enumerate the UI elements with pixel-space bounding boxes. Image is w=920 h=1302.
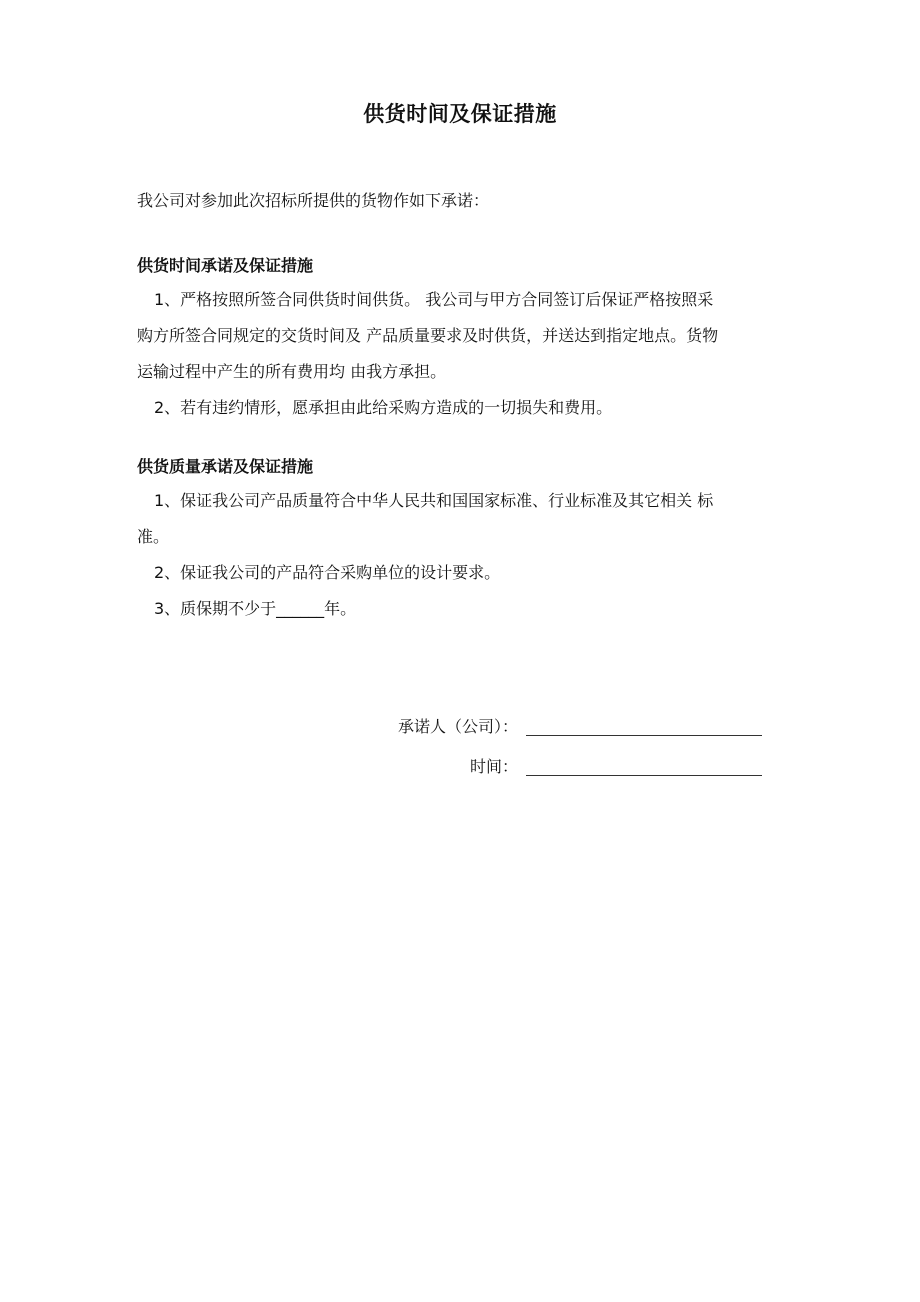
document-title: 供货时间及保证措施 bbox=[363, 102, 557, 126]
quality-item-2: 2、保证我公司的产品符合采购单位的设计要求。 bbox=[154, 563, 501, 582]
delivery-item-2: 2、若有违约情形，愿承担由此给采购方造成的一切损失和费用。 bbox=[154, 398, 613, 417]
delivery-item-1-line-2: 购方所签合同规定的交货时间及 产品质量要求及时供货，并送达到指定地点。货物 bbox=[137, 326, 719, 345]
delivery-item-1-line-3: 运输过程中产生的所有费用均 由我方承担。 bbox=[137, 362, 447, 381]
time-signature-line bbox=[526, 775, 762, 776]
signature-time-row bbox=[0, 757, 920, 777]
intro-text: 我公司对参加此次招标所提供的货物作如下承诺： bbox=[137, 191, 490, 210]
section-heading-quality: 供货质量承诺及保证措施 bbox=[137, 457, 314, 476]
quality-item-3: 3、质保期不少于______年。 bbox=[154, 599, 357, 618]
quality-item-1-line-1: 1、保证我公司产品质量符合中华人民共和国国家标准、行业标准及其它相关 标 bbox=[154, 491, 714, 510]
section-heading-delivery-time: 供货时间承诺及保证措施 bbox=[137, 256, 314, 275]
signature-promisor-row bbox=[0, 717, 920, 737]
promisor-label: 承诺人（公司）： bbox=[397, 717, 518, 736]
time-label: 时间： bbox=[469, 757, 518, 776]
delivery-item-1-line-1: 1、严格按照所签合同供货时间供货。 我公司与甲方合同签订后保证严格按照采 bbox=[154, 290, 714, 309]
quality-item-1-line-2: 准。 bbox=[137, 527, 170, 546]
promisor-signature-line bbox=[526, 735, 762, 736]
